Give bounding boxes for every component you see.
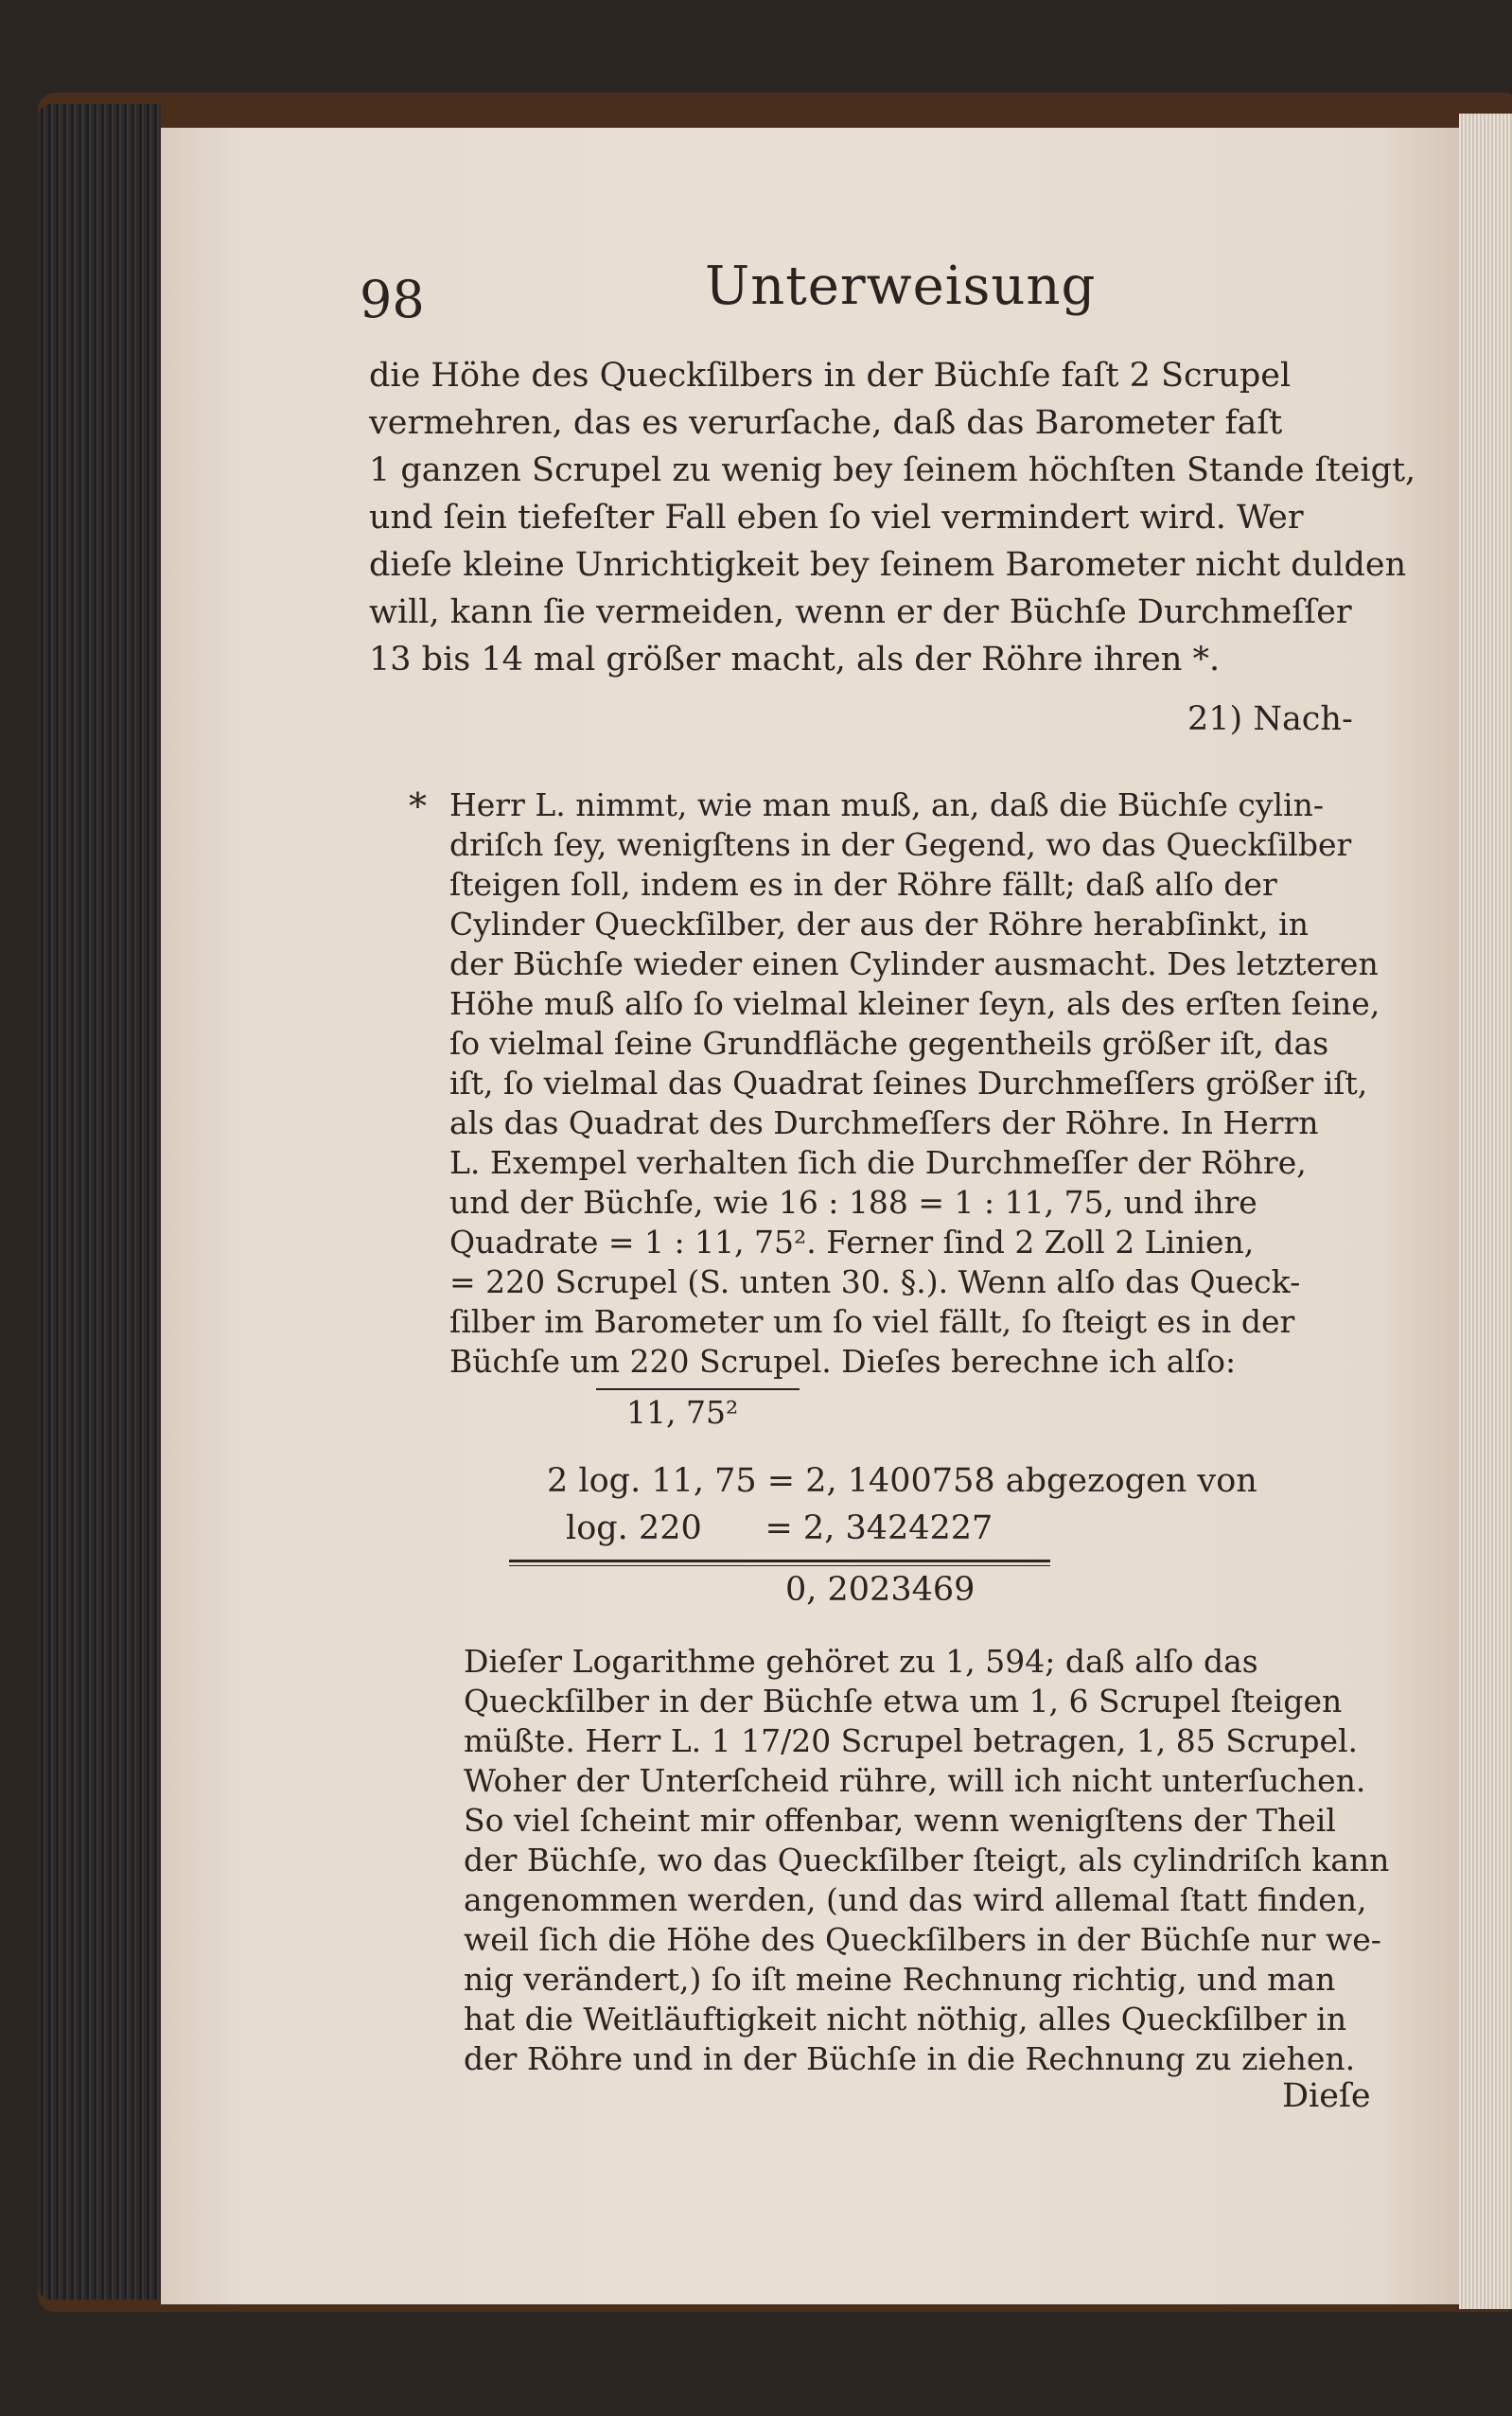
footnote-marker: *	[409, 785, 427, 827]
text-line: vermehren, das es verurſache, daß das Barometer faſt	[369, 404, 1283, 442]
fraction-bar	[596, 1388, 800, 1390]
text-line: Höhe muß alſo ſo vielmal kleiner ſeyn, als des erſten ſeine,	[449, 985, 1380, 1022]
calc-rule	[509, 1560, 1050, 1562]
text-line: hat die Weitläuftigkeit nicht nöthig, alles Queckſilber in	[464, 2001, 1347, 2037]
text-line: L. Exempel verhalten ſich die Durchmeſſer der Röhre,	[449, 1144, 1307, 1181]
text-line: der Büchſe, wo das Queckſilber ſteigt, als cylindriſch kann	[464, 1842, 1390, 1878]
page-stack-right	[1459, 114, 1512, 2309]
calc-row-1: 2 log. 11, 75 = 2, 1400758 abgezogen von	[547, 1462, 1257, 1500]
text-line: driſch ſey, wenigſtens in der Gegend, wo das Queckſilber	[449, 826, 1352, 863]
running-title: Unterweisung	[705, 256, 1097, 317]
text-line: Queckſilber in der Büchſe etwa um 1, 6 Scrupel ſteigen	[464, 1683, 1343, 1719]
page-stack-left	[38, 104, 161, 2300]
text-line: 13 bis 14 mal größer macht, als der Röhre ihren *.	[369, 641, 1221, 679]
catchword: Dieſe	[1282, 2077, 1371, 2115]
text-line: die Höhe des Queckſilbers in der Büchſe faſt 2 Scrupel	[369, 357, 1292, 395]
text-line: der Büchſe wieder einen Cylinder ausmacht. Des letzteren	[449, 945, 1379, 982]
text-line: Dieſer Logarithme gehöret zu 1, 594; daß alſo das	[464, 1643, 1258, 1680]
text-line: als das Quadrat des Durchmeſſers der Röhre. In Herrn	[449, 1104, 1319, 1141]
catchword: 21) Nach-	[1187, 700, 1353, 738]
text-line: will, kann ſie vermeiden, wenn er der Büchſe Durchmeſſer	[369, 593, 1352, 631]
text-line: ſo vielmal ſeine Grundfläche gegentheils größer iſt, das	[449, 1025, 1329, 1062]
text-line: und der Büchſe, wie 16 : 188 = 1 : 11, 75, und ihre	[449, 1184, 1257, 1221]
page-number: 98	[360, 270, 425, 329]
calc-row-2: log. 220 = 2, 3424227	[566, 1509, 993, 1547]
calc-result: 0, 2023469	[785, 1571, 976, 1609]
text-line: Cylinder Queckſilber, der aus der Röhre herabſinkt, in	[449, 906, 1309, 943]
text-line: müßte. Herr L. 1 17/20 Scrupel betragen, 1, 85 Scrupel.	[464, 1722, 1359, 1759]
calc-rule-thin	[509, 1565, 1050, 1566]
text-line: Büchſe um 220 Scrupel. Dieſes berechne ich alſo:	[449, 1343, 1237, 1380]
text-line: dieſe kleine Unrichtigkeit bey ſeinem Barometer nicht dulden	[369, 546, 1407, 584]
text-line: weil ſich die Höhe des Queckſilbers in der Büchſe nur we-	[464, 1921, 1381, 1958]
text-line: 1 ganzen Scrupel zu wenig bey ſeinem höchſten Stande ſteigt,	[369, 451, 1416, 489]
text-line: angenommen werden, (und das wird allemal ſtatt finden,	[464, 1881, 1367, 1918]
text-line: ſilber im Barometer um ſo viel fällt, ſo ſteigt es in der	[449, 1303, 1295, 1340]
text-line: ſteigen ſoll, indem es in der Röhre fällt; daß alſo der	[449, 866, 1277, 903]
text-line: Quadrate = 1 : 11, 75². Ferner ſind 2 Zoll 2 Linien,	[449, 1224, 1255, 1261]
text-line: und ſein tiefeſter Fall eben ſo viel vermindert wird. Wer	[369, 499, 1304, 537]
text-line: nig verändert,) ſo iſt meine Rechnung richtig, und man	[464, 1961, 1336, 1998]
fraction-denominator: 11, 75²	[626, 1394, 739, 1431]
text-line: = 220 Scrupel (S. unten 30. §.). Wenn alſo das Queck-	[449, 1263, 1301, 1300]
text-line: der Röhre und in der Büchſe in die Rechnung zu ziehen.	[464, 2040, 1356, 2077]
text-line: So viel ſcheint mir offenbar, wenn wenigſtens der Theil	[464, 1802, 1336, 1839]
text-line: Herr L. nimmt, wie man muß, an, daß die Büchſe cylin-	[449, 786, 1325, 823]
text-line: Woher der Unterſcheid rühre, will ich nicht unterſuchen.	[464, 1762, 1366, 1799]
text-line: iſt, ſo vielmal das Quadrat ſeines Durchmeſſers größer iſt,	[449, 1065, 1368, 1102]
